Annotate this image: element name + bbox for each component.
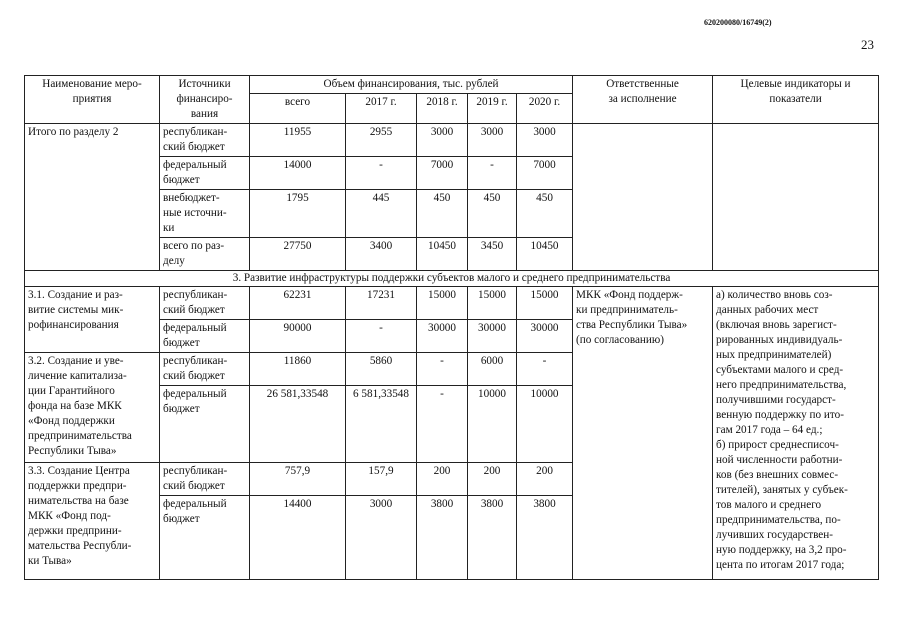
header-2020: 2020 г. [517, 94, 573, 124]
value-2018: 30000 [417, 320, 468, 353]
indicators-cell: а) количество вновь соз- данных рабочих мест (включая вновь зарегист- рированных индивидуаль- ных предпринимателей) субъектами малого и сред- него предпринимательства, получившими государст- венную поддержку по ито- гам 2017 года – 64 ед.; б) прирост среднесписоч- ной численности работни- ков (без внешних совмес- тителей), занятых у субъек- тов малого и среднего предпринимательства, по- лучивших государствен- ную поддержку, на 3,2 про- цента по итогам 2017 года; [713, 287, 879, 580]
value-total: 14000 [250, 157, 346, 190]
value-total: 62231 [250, 287, 346, 320]
value-2017: - [346, 157, 417, 190]
value-2017: 3000 [346, 496, 417, 580]
value-2018: 3800 [417, 496, 468, 580]
value-2020: 7000 [517, 157, 573, 190]
item-name: 3.1. Создание и раз- витие системы мик- рофинансирования [25, 287, 160, 353]
item-name: 3.3. Создание Центра поддержки предпри- нимательства на базе МКК «Фонд под- держки предприни- мательства Республи- ки Тыва» [25, 463, 160, 580]
value-2018: 3000 [417, 124, 468, 157]
value-2019: 450 [468, 190, 517, 238]
value-total: 14400 [250, 496, 346, 580]
value-2018: 450 [417, 190, 468, 238]
value-2019: 3800 [468, 496, 517, 580]
value-2020: 15000 [517, 287, 573, 320]
section-title: 3. Развитие инфраструктуры поддержки субъектов малого и среднего предпринимательства [25, 271, 879, 287]
value-2019: - [468, 157, 517, 190]
value-2020: - [517, 353, 573, 386]
header-2018: 2018 г. [417, 94, 468, 124]
value-2019: 30000 [468, 320, 517, 353]
value-2018: - [417, 386, 468, 463]
value-2018: 10450 [417, 238, 468, 271]
financing-table [24, 75, 879, 580]
value-2020: 10000 [517, 386, 573, 463]
source-cell: всего по раз- делу [160, 238, 250, 271]
source-cell: федеральный бюджет [160, 496, 250, 580]
value-total: 11955 [250, 124, 346, 157]
value-total: 27750 [250, 238, 346, 271]
source-cell: республикан- ский бюджет [160, 287, 250, 320]
value-2020: 10450 [517, 238, 573, 271]
header-responsible: Ответственные за исполнение [573, 76, 713, 124]
value-2018: 200 [417, 463, 468, 496]
value-2019: 15000 [468, 287, 517, 320]
header-volume: Объем финансирования, тыс. рублей [250, 76, 573, 94]
header-indicators: Целевые индикаторы и показатели [713, 76, 879, 124]
value-2020: 3000 [517, 124, 573, 157]
source-cell: республикан- ский бюджет [160, 353, 250, 386]
value-total: 1795 [250, 190, 346, 238]
value-total: 26 581,33548 [250, 386, 346, 463]
value-2017: 3400 [346, 238, 417, 271]
value-2017: 2955 [346, 124, 417, 157]
header-source: Источники финансиро- вания [160, 76, 250, 124]
header-2017: 2017 г. [346, 94, 417, 124]
value-2017: - [346, 320, 417, 353]
value-2019: 10000 [468, 386, 517, 463]
value-2018: 7000 [417, 157, 468, 190]
value-2017: 5860 [346, 353, 417, 386]
value-total: 90000 [250, 320, 346, 353]
value-2019: 3000 [468, 124, 517, 157]
value-2017: 6 581,33548 [346, 386, 417, 463]
page-number: 23 [861, 37, 874, 52]
table-row [25, 287, 879, 320]
source-cell: республикан- ский бюджет [160, 463, 250, 496]
source-cell: внебюджет- ные источни- ки [160, 190, 250, 238]
value-2020: 3800 [517, 496, 573, 580]
source-cell: республикан- ский бюджет [160, 124, 250, 157]
section-title-row [25, 271, 879, 287]
item-name: 3.2. Создание и уве- личение капитализа- ции Гарантийного фонда на базе МКК «Фонд поддержки предпринимательства Республики Тыва» [25, 353, 160, 463]
value-2020: 200 [517, 463, 573, 496]
responsible-cell: МКК «Фонд поддерж- ки предприниматель- ства Республики Тыва» (по согласованию) [573, 287, 713, 580]
value-total: 11860 [250, 353, 346, 386]
value-2017: 17231 [346, 287, 417, 320]
value-2017: 445 [346, 190, 417, 238]
value-total: 757,9 [250, 463, 346, 496]
totals-responsible [573, 124, 713, 271]
header-name: Наименование меро- приятия [25, 76, 160, 124]
header-row-1 [25, 76, 879, 94]
value-2019: 3450 [468, 238, 517, 271]
source-cell: федеральный бюджет [160, 386, 250, 463]
totals-indicators [713, 124, 879, 271]
table-row [25, 124, 879, 157]
value-2017: 157,9 [346, 463, 417, 496]
source-cell: федеральный бюджет [160, 320, 250, 353]
source-cell: федеральный бюджет [160, 157, 250, 190]
value-2018: - [417, 353, 468, 386]
document-number: 620200080/16749(2) [704, 18, 772, 27]
header-2019: 2019 г. [468, 94, 517, 124]
value-2018: 15000 [417, 287, 468, 320]
value-2020: 450 [517, 190, 573, 238]
value-2019: 200 [468, 463, 517, 496]
header-total: всего [250, 94, 346, 124]
value-2020: 30000 [517, 320, 573, 353]
totals-label: Итого по разделу 2 [25, 124, 160, 271]
value-2019: 6000 [468, 353, 517, 386]
